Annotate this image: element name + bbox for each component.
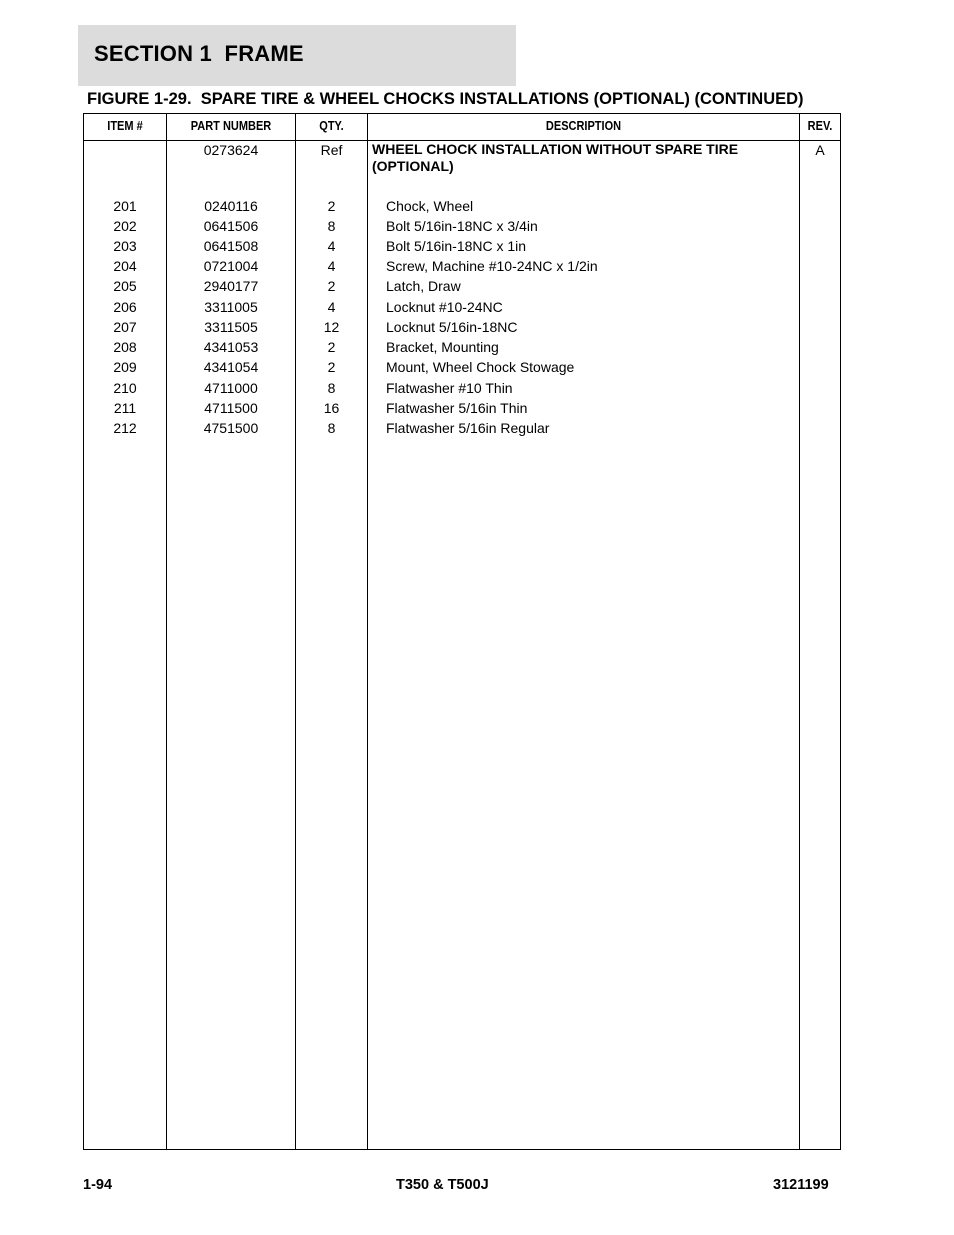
quantity: 16 [323,400,340,416]
quantity: 2 [327,359,336,375]
quantity: 2 [327,278,336,294]
item-number: 211 [113,400,137,416]
description: Flatwasher 5/16in Thin [386,400,528,416]
description: Bracket, Mounting [386,339,499,355]
part-number: 4751500 [203,420,259,436]
part-number: 3311005 [204,299,258,315]
quantity: 4 [327,299,336,315]
table-row [84,337,840,357]
table-row [84,317,840,337]
part-number: 4711500 [204,400,258,416]
section-title: SECTION 1 FRAME [94,41,304,66]
assembly-row [84,140,840,180]
table-row [84,256,840,276]
description: Locknut 5/16in-18NC [386,319,518,335]
assembly-rev: A [815,142,825,158]
quantity: 8 [327,420,336,436]
section-banner [78,25,516,86]
item-number: 203 [113,238,137,254]
table-row [84,418,840,438]
item-number: 202 [113,218,137,234]
description: Screw, Machine #10-24NC x 1/2in [386,258,598,274]
item-number: 201 [113,198,137,214]
assembly-part-number: 0273624 [203,142,259,158]
part-number: 0641508 [203,238,259,254]
footer-model: T350 & T500J [396,1177,489,1193]
item-number: 204 [113,258,137,274]
description: Locknut #10-24NC [386,299,503,315]
header-description: DESCRIPTION [545,119,622,133]
footer-document-number: 3121199 [773,1177,829,1193]
part-number: 0641506 [203,218,259,234]
quantity: 8 [327,218,336,234]
description: Latch, Draw [386,278,461,294]
table-row [84,357,840,377]
item-number: 205 [113,278,137,294]
table-row [84,276,840,296]
quantity: 8 [327,380,336,396]
quantity: 4 [327,258,336,274]
item-number: 210 [113,380,137,396]
header-qty: QTY. [319,119,344,133]
table-row [84,236,840,256]
item-number: 206 [113,299,137,315]
part-number: 0721004 [203,258,259,274]
description: Bolt 5/16in-18NC x 3/4in [386,218,538,234]
part-number: 4341053 [203,339,259,355]
item-number: 208 [113,339,137,355]
part-number: 4711000 [204,380,258,396]
quantity: 2 [327,339,336,355]
table-row [84,297,840,317]
assembly-description: WHEEL CHOCK INSTALLATION WITHOUT SPARE TIRE (OPTIONAL) [372,141,739,174]
description: Bolt 5/16in-18NC x 1in [386,238,527,254]
header-rev: REV. [807,119,833,133]
part-number: 4341054 [203,359,259,375]
assembly-qty: Ref [320,142,343,158]
item-number: 209 [113,359,137,375]
item-number: 207 [113,319,137,335]
description: Mount, Wheel Chock Stowage [386,359,575,375]
description: Flatwasher 5/16in Regular [386,420,550,436]
table-row [84,196,840,216]
item-number: 212 [113,420,137,436]
part-number: 0240116 [204,198,258,214]
description: Flatwasher #10 Thin [386,380,513,396]
part-number: 2940177 [203,278,259,294]
quantity: 12 [323,319,340,335]
figure-title: FIGURE 1-29. SPARE TIRE & WHEEL CHOCKS INSTALLATIONS (OPTIONAL) (CONTINUED) [87,90,804,108]
part-number: 3311505 [204,319,258,335]
table-row [84,378,840,398]
footer-page-number: 1-94 [83,1177,113,1193]
table-row [84,216,840,236]
header-item: ITEM # [107,119,143,133]
table-row [84,398,840,418]
quantity: 2 [327,198,336,214]
header-part-number: PART NUMBER [190,119,272,133]
parts-table [83,113,841,1150]
quantity: 4 [327,238,336,254]
table-header [84,114,840,141]
description: Chock, Wheel [386,198,474,214]
